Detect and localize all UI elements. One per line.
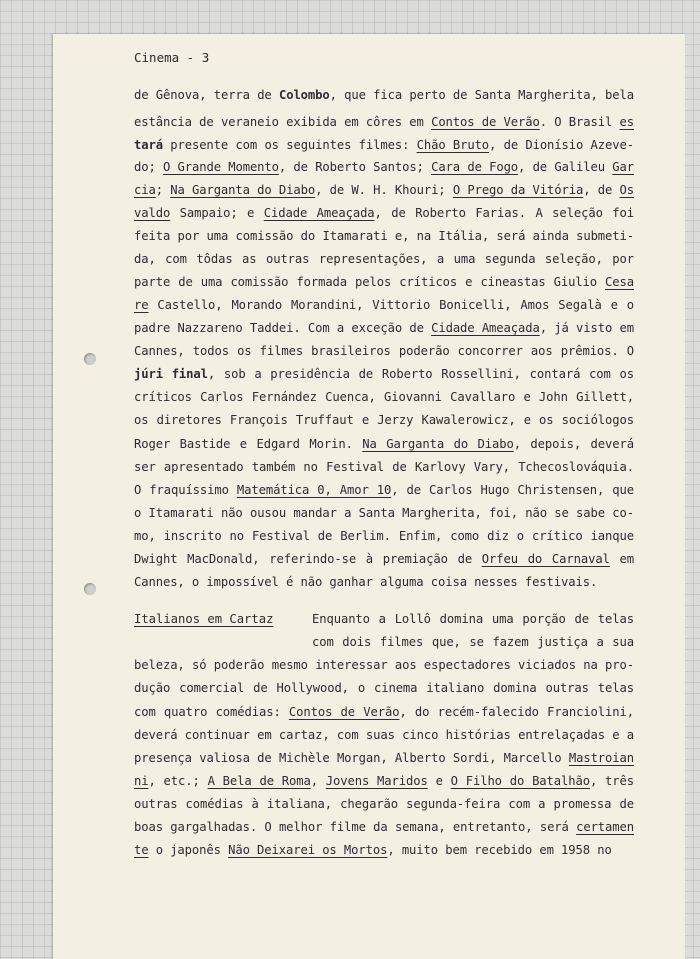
text-run: , de Galileu: [518, 160, 613, 174]
text-run: , de Roberto Farias. A seleção foi: [374, 206, 634, 220]
text-line: [134, 506, 634, 520]
text-run: de Gênova, terra de: [134, 88, 279, 102]
text-line: [134, 115, 634, 129]
underlined-title: certamen: [576, 820, 634, 834]
text-line: [134, 460, 634, 474]
text-line: [134, 843, 634, 857]
text-run: , de Roberto Santos;: [278, 160, 432, 174]
text-run: O fraquíssimo: [134, 483, 237, 497]
underlined-title: es: [619, 115, 634, 129]
text-line: [134, 252, 634, 266]
underlined-title: Cesa: [605, 275, 634, 289]
text-line: [312, 612, 634, 626]
section-subheading: Italianos em Cartaz: [134, 612, 274, 626]
text-line: [134, 681, 634, 695]
underlined-title: ni: [134, 774, 149, 788]
underlined-title: Chão Bruto: [416, 138, 490, 152]
text-run: parte de uma comissão formada pelos críticos e cineastas Giulio: [134, 275, 606, 289]
text-line: [134, 413, 634, 427]
text-run: , etc.;: [148, 774, 208, 788]
underlined-title: valdo: [134, 206, 171, 220]
text-line: [134, 529, 634, 543]
underlined-title: Gar: [612, 160, 634, 174]
underlined-title: te: [134, 843, 149, 857]
underlined-title: Na Garganta do Diabo: [362, 437, 514, 451]
text-run: Enquanto a Lollô domina uma porção de telas: [312, 612, 634, 626]
text-line: [134, 751, 634, 765]
text-run: do;: [134, 160, 163, 174]
underlined-title: Cara de Fogo: [431, 160, 519, 174]
text-run: em: [609, 552, 634, 566]
text-run: com quatro comédias:: [134, 705, 289, 719]
underlined-title: O Prego da Vitória: [452, 183, 584, 197]
text-run: da, com tôdas as outras representações, a uma segunda seleção, por: [134, 252, 634, 266]
underlined-title: Matemática 0, Amor 10: [236, 483, 392, 497]
underlined-title: Os: [619, 183, 634, 197]
text-line: [134, 728, 634, 742]
text-line: [134, 160, 634, 174]
text-line: [134, 138, 634, 152]
underlined-title: O Filho do Batalhão: [450, 774, 590, 788]
underlined-title: Contos de Verão: [288, 705, 400, 719]
text-run: deverá continuar em cartaz, com suas cinco histórias entrelaçadas e a: [134, 728, 634, 742]
page-header: Cinema - 3: [134, 50, 210, 65]
text-run: Colombo: [278, 88, 330, 102]
text-line: [134, 367, 634, 381]
text-run: júri final: [134, 367, 208, 381]
text-line: [134, 229, 634, 243]
text-run: . O Brasil: [539, 115, 620, 129]
text-run: estância de veraneio exibida em côres em: [134, 115, 432, 129]
text-line: [134, 774, 634, 788]
text-run: , de: [583, 183, 620, 197]
text-run: boas gargalhadas. O melhor filme da semana, entretanto, será: [134, 820, 577, 834]
text-run: , do recém-falecido Franciolini,: [399, 705, 634, 719]
punch-hole-lower: [84, 583, 96, 595]
text-run: Castello, Morando Morandini, Vittorio Bonicelli, Amos Segalà e o: [148, 298, 634, 312]
text-run: dução comercial de Hollywood, o cinema italiano domina outras telas: [134, 681, 634, 695]
underlined-title: Cidade Ameaçada: [431, 321, 540, 335]
underlined-title: Na Garganta do Diabo: [170, 183, 316, 197]
text-line: [134, 820, 634, 834]
text-run: outras comédias à italiana, chegarão segunda-feira com a promessa de: [134, 797, 634, 811]
text-run: , que fica perto de Santa Margherita, bela: [329, 88, 634, 102]
text-line: [312, 635, 634, 649]
text-run: , de Carlos Hugo Christensen, que: [391, 483, 635, 497]
text-run: e: [427, 774, 451, 788]
text-run: o japonês: [148, 843, 229, 857]
text-run: , de Dionísio Azeve-: [489, 138, 634, 152]
punch-hole-upper: [84, 353, 96, 365]
text-run: ,: [310, 774, 326, 788]
text-line: [134, 344, 634, 358]
text-line: [134, 275, 634, 289]
text-run: o Itamarati não ousou mandar a Santa Margherita, foi, não se sabe co-: [134, 506, 634, 520]
text-line: [134, 298, 634, 312]
text-run: ;: [155, 183, 171, 197]
text-run: Cannes, o impossível é não ganhar alguma coisa nesses festivais.: [134, 575, 598, 589]
text-run: , sob a presidência de Roberto Rossellini, contará com os: [207, 367, 634, 381]
text-run: Roger Bastide e Edgard Morin.: [134, 437, 363, 451]
underlined-title: Contos de Verão: [431, 115, 540, 129]
text-run: feita por uma comissão do Itamarati e, na Itália, será ainda submeti-: [134, 229, 634, 243]
text-line: [134, 705, 634, 719]
text-run: , três: [589, 774, 634, 788]
text-run: críticos Carlos Fernández Cuenca, Giovanni Cavallaro e John Gillett,: [134, 390, 634, 404]
text-run: Cannes, todos os filmes brasileiros poderão concorrer aos prêmios. O: [134, 344, 634, 358]
underlined-title: Não Deixarei os Mortos: [228, 843, 388, 857]
text-line: [134, 658, 634, 672]
text-run: presença valiosa de Michèle Morgan, Alberto Sordi, Marcello: [134, 751, 569, 765]
text-line: [134, 206, 634, 220]
text-line: [134, 321, 634, 335]
text-run: mo, inscrito no Festival de Berlim. Enfim, como diz o crítico ianque: [134, 529, 634, 543]
underlined-title: Orfeu do Carnaval: [481, 552, 610, 566]
text-run: Sampaio; e: [170, 206, 264, 220]
underlined-title: O Grande Momento: [163, 160, 279, 174]
text-run: tará: [134, 138, 163, 152]
text-run: , de W. H. Khouri;: [315, 183, 453, 197]
text-run: , depois, deverá: [513, 437, 634, 451]
text-line: [134, 88, 634, 102]
underlined-title: Cidade Ameaçada: [263, 206, 375, 220]
underlined-title: cia: [134, 183, 156, 197]
text-run: beleza, só poderão mesmo interessar aos espectadores viciados na pro-: [134, 658, 634, 672]
text-run: padre Nazzareno Taddei. Com a exceção de: [134, 321, 432, 335]
text-run: com dois filmes que, se fazem justiça a sua: [312, 635, 634, 649]
text-run: presente com os seguintes filmes:: [162, 138, 417, 152]
text-run: os diretores François Truffaut e Jerzy Kawalerowicz, e os sociólogos: [134, 413, 634, 427]
text-line: [134, 437, 634, 451]
underlined-title: Mastroian: [568, 751, 634, 765]
underlined-title: Jovens Maridos: [325, 774, 428, 788]
text-line: [134, 575, 634, 589]
text-line: [134, 552, 634, 566]
text-line: [134, 390, 634, 404]
underlined-title: re: [134, 298, 149, 312]
text-line: [134, 183, 634, 197]
text-run: ser apresentado também no Festival de Karlovy Vary, Tchecoslováquia.: [134, 460, 634, 474]
text-line: [134, 483, 634, 497]
text-line: [134, 797, 634, 811]
text-run: , já visto em: [539, 321, 634, 335]
text-run: , muito bem recebido em 1958 no: [387, 843, 612, 857]
underlined-title: A Bela de Roma: [207, 774, 311, 788]
text-run: Dwight MacDonald, referindo-se à premiação de: [134, 552, 482, 566]
